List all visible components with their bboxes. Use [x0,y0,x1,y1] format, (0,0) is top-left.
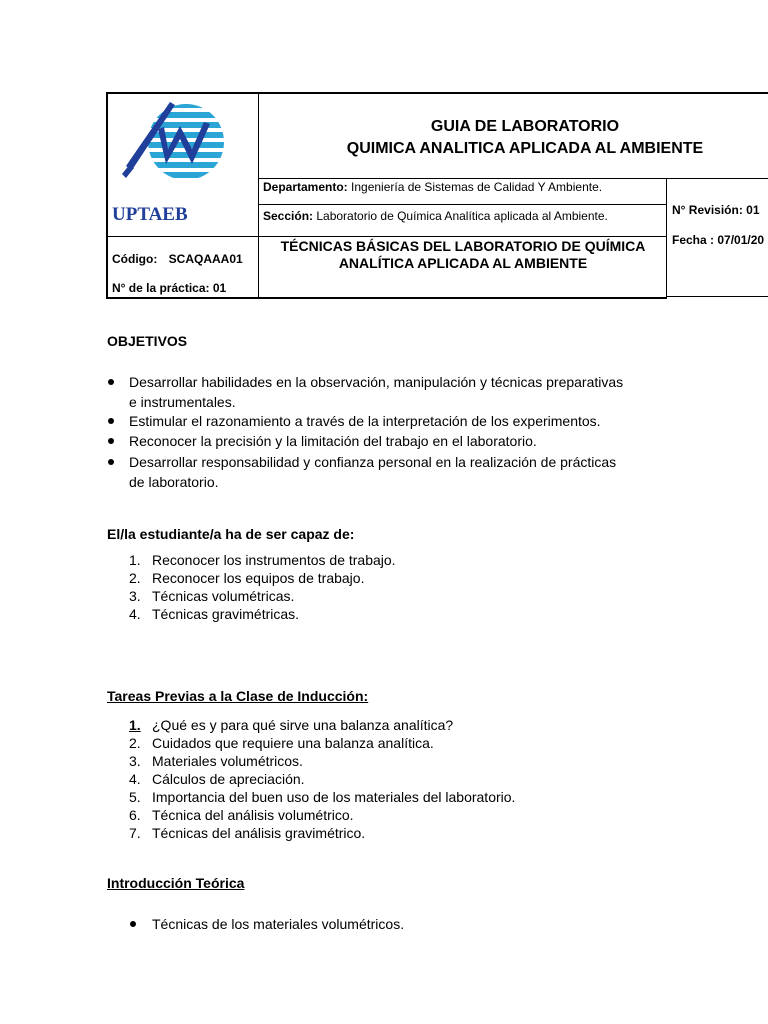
list-item: Técnica del análisis volumétrico. [152,807,354,823]
list-item-number: 6. [129,807,141,823]
list-item: Cuidados que requiere una balanza analítica. [152,735,434,751]
list-item [129,372,623,412]
list-item-line: de laboratorio. [129,474,219,490]
bullet-icon [108,418,114,424]
list-item: Importancia del buen uso de los materiales del laboratorio. [152,789,516,805]
list-item-line: Desarrollar responsabilidad y confianza personal en la realización de prácticas [129,454,617,470]
departamento-row [263,180,602,194]
practice-title-line1: TÉCNICAS BÁSICAS DEL LABORATORIO DE QUÍMICA [280,238,646,254]
practice-title-line2: ANALÍTICA APLICADA AL AMBIENTE [338,255,588,271]
practice-title [260,238,666,272]
uptaeb-emblem-icon [108,94,258,199]
list-item: Técnicas gravimétricas. [152,606,300,622]
list-item: Cálculos de apreciación. [152,771,305,787]
seccion-value: Laboratorio de Química Analítica aplicada al Ambiente. [316,209,608,223]
list-item-number: 5. [129,789,141,805]
list-item-line: e instrumentales. [129,394,236,410]
list-item: Técnicas volumétricas. [152,588,295,604]
list-item-number: 3. [129,588,141,604]
guide-title: GUIA DE LABORATORIO [430,118,620,135]
bullet-icon [130,921,136,927]
list-item-number: 2. [129,735,141,751]
codigo-value: SCAQAAA01 [168,252,243,266]
objetivos-heading: OBJETIVOS [107,333,188,349]
list-item: Materiales volumétricos. [152,753,303,769]
departamento-value: Ingeniería de Sistemas de Calidad Y Ambiente. [351,180,603,194]
logo-text: UPTAEB [112,204,188,225]
list-item-line: Desarrollar habilidades en la observación, manipulación y técnicas preparativas [129,374,624,390]
list-item: Reconocer la precisión y la limitación del trabajo en el laboratorio. [129,433,537,449]
list-item: Técnicas de los materiales volumétricos. [152,916,405,932]
fecha: Fecha : 07/01/20 [672,233,765,247]
departamento-label: Departamento: [263,180,348,194]
bullet-icon [108,459,114,465]
list-item-number: 7. [129,825,141,841]
capaz-heading: El/la estudiante/a ha de ser capaz de: [107,526,355,542]
list-item: Estimular el razonamiento a través de la interpretación de los experimentos. [129,413,601,429]
codigo-row [112,252,243,266]
practica-number: N° de la práctica: 01 [112,281,227,295]
list-item-number: 4. [129,606,141,622]
bullet-icon [108,438,114,444]
list-item: ¿Qué es y para qué sirve una balanza analítica? [152,717,454,733]
seccion-label: Sección: [263,209,314,223]
list-item-number: 3. [129,753,141,769]
course-title: QUIMICA ANALITICA APLICADA AL AMBIENTE [346,140,704,157]
codigo-label: Código: [112,252,158,266]
tareas-heading: Tareas Previas a la Clase de Inducción: [107,688,369,704]
seccion-row [263,209,608,223]
list-item-number: 1. [129,552,141,568]
list-item-number: 4. [129,771,141,787]
introduccion-heading: Introducción Teórica [107,875,245,891]
list-item: Reconocer los equipos de trabajo. [152,570,365,586]
revision: N° Revisión: 01 [672,203,760,217]
list-item-number: 2. [129,570,141,586]
list-item [129,452,616,492]
list-item: Técnicas del análisis gravimétrico. [152,825,366,841]
bullet-icon [108,379,114,385]
list-item: Reconocer los instrumentos de trabajo. [152,552,396,568]
list-item-number: 1. [129,717,141,733]
